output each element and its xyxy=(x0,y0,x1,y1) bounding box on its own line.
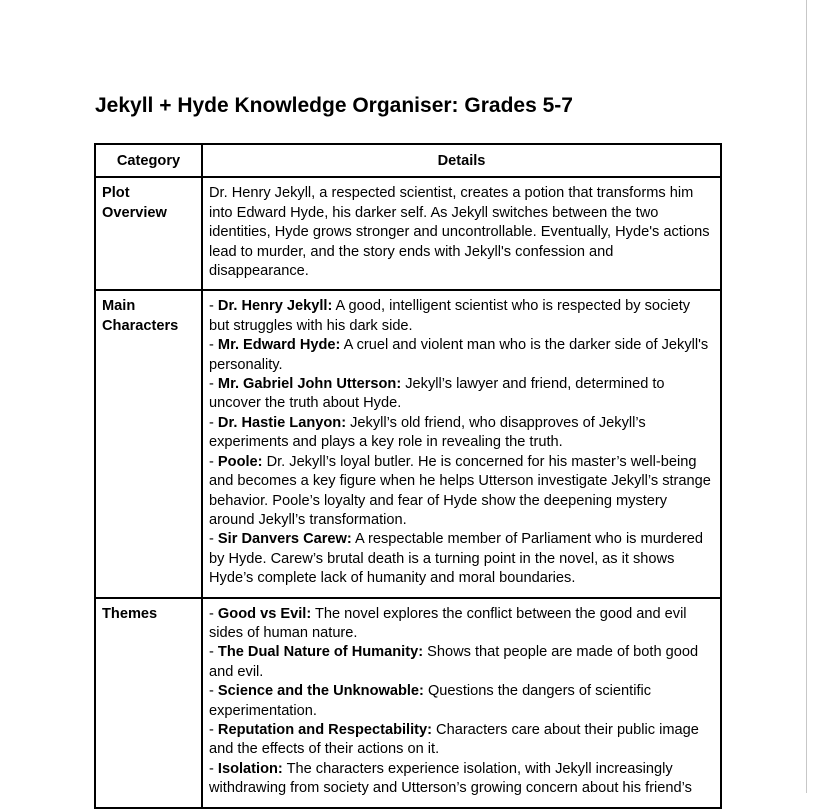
theme-name: Good vs Evil: xyxy=(217,605,312,622)
theme-description: Shows that people are made of both good and evil. xyxy=(209,644,699,680)
theme-description: Questions the dangers of scientific experimentation. xyxy=(209,683,652,719)
theme-name: Reputation and Respectability: xyxy=(217,721,432,738)
character-entry: - Mr. Edward Hyde: A cruel and violent man who is the darker side of Jekyll's personality. xyxy=(209,337,709,373)
character-description: Jekyll’s lawyer and friend, determined to uncover the truth about Hyde. xyxy=(209,376,665,412)
page-edge-divider xyxy=(806,0,807,793)
details-cell xyxy=(202,598,721,808)
character-description: Dr. Jekyll’s loyal butler. He is concerned for his master’s well-being and becomes a key figure when he helps Utterson investigate Jekyll’s strange behavior. Poole’s loyalty and fear of Hyde show the deepening mystery around Jekyll’s transformation. xyxy=(209,453,711,528)
document-title: Jekyll + Hyde Knowledge Organiser: Grades 5-7 xyxy=(95,94,573,117)
details-cell xyxy=(202,290,721,597)
theme-entry: - Science and the Unknowable: Questions the dangers of scientific experimentation. xyxy=(209,683,652,719)
details-cell: Dr. Henry Jekyll, a respected scientist, creates a potion that transforms him into Edward Hyde, his darker self. As Jekyll switches between the two identities, Hyde grows stronger and uncontrollable. Eventually, Hyde's actions lead to murder, and the story ends with Jekyll's confession and disappearance. xyxy=(202,177,721,290)
table-row-main-characters xyxy=(95,290,721,597)
character-description: A good, intelligent scientist who is respected by society but struggles with his dark side. xyxy=(209,298,691,334)
table-header-row xyxy=(95,144,721,177)
category-column-header: Category xyxy=(95,144,202,177)
theme-name: The Dual Nature of Humanity: xyxy=(217,644,424,661)
table-row-themes xyxy=(95,598,721,808)
knowledge-organiser-table xyxy=(94,143,722,809)
category-cell: Plot Overview xyxy=(95,177,202,290)
character-name: Dr. Henry Jekyll: xyxy=(217,298,333,315)
character-entry: - Poole: Dr. Jekyll’s loyal butler. He is concerned for his master’s well-being and becomes a key figure when he helps Utterson investigate Jekyll’s strange behavior. Poole’s loyalty and fear of Hyde show the deepening mystery around Jekyll’s transformation. xyxy=(209,453,711,528)
character-entry: - Sir Danvers Carew: A respectable member of Parliament who is murdered by Hyde. Carew’s brutal death is a turning point in the novel, as it shows Hyde’s complete lack of humanity and moral boundaries. xyxy=(209,531,703,587)
category-cell: Themes xyxy=(95,598,202,808)
theme-description: The characters experience isolation, with Jekyll increasingly withdrawing from society and Utterson’s growing concern about his friend’s xyxy=(209,760,692,797)
character-name: Sir Danvers Carew: xyxy=(217,531,352,548)
theme-entry: - Good vs Evil: The novel explores the conflict between the good and evil sides of human nature. xyxy=(209,605,687,641)
character-entry: - Mr. Gabriel John Utterson: Jekyll’s lawyer and friend, determined to uncover the truth about Hyde. xyxy=(209,376,665,412)
character-description: A cruel and violent man who is the darker side of Jekyll's personality. xyxy=(209,337,709,373)
theme-entry: - Isolation: The characters experience isolation, with Jekyll increasingly withdrawing from society and Utterson’s growing concern about his friend’s xyxy=(209,760,692,797)
details-column-header: Details xyxy=(202,144,721,177)
theme-entry: - Reputation and Respectability: Characters care about their public image and the effects of their actions on it. xyxy=(209,721,699,758)
character-description: Jekyll’s old friend, who disapproves of Jekyll’s experiments and plays a key role in revealing the truth. xyxy=(209,414,646,451)
theme-description: Characters care about their public image and the effects of their actions on it. xyxy=(209,721,699,758)
character-name: Dr. Hastie Lanyon: xyxy=(217,414,347,431)
character-name: Poole: xyxy=(217,453,263,470)
theme-entry: - The Dual Nature of Humanity: Shows that people are made of both good and evil. xyxy=(209,644,699,680)
category-cell: Main Characters xyxy=(95,290,202,597)
character-description: A respectable member of Parliament who is murdered by Hyde. Carew’s brutal death is a turning point in the novel, as it shows Hyde’s complete lack of humanity and moral boundaries. xyxy=(209,531,703,587)
character-name: Mr. Gabriel John Utterson: xyxy=(217,376,402,393)
theme-description: The novel explores the conflict between the good and evil sides of human nature. xyxy=(209,605,687,641)
character-entry: - Dr. Hastie Lanyon: Jekyll’s old friend, who disapproves of Jekyll’s experiments and plays a key role in revealing the truth. xyxy=(209,414,646,451)
character-entry: - Dr. Henry Jekyll: A good, intelligent scientist who is respected by society but struggles with his dark side. xyxy=(209,298,691,334)
character-name: Mr. Edward Hyde: xyxy=(217,337,341,354)
theme-name: Isolation: xyxy=(217,760,283,777)
theme-name: Science and the Unknowable: xyxy=(217,683,424,700)
table-row-plot-overview xyxy=(95,177,721,290)
